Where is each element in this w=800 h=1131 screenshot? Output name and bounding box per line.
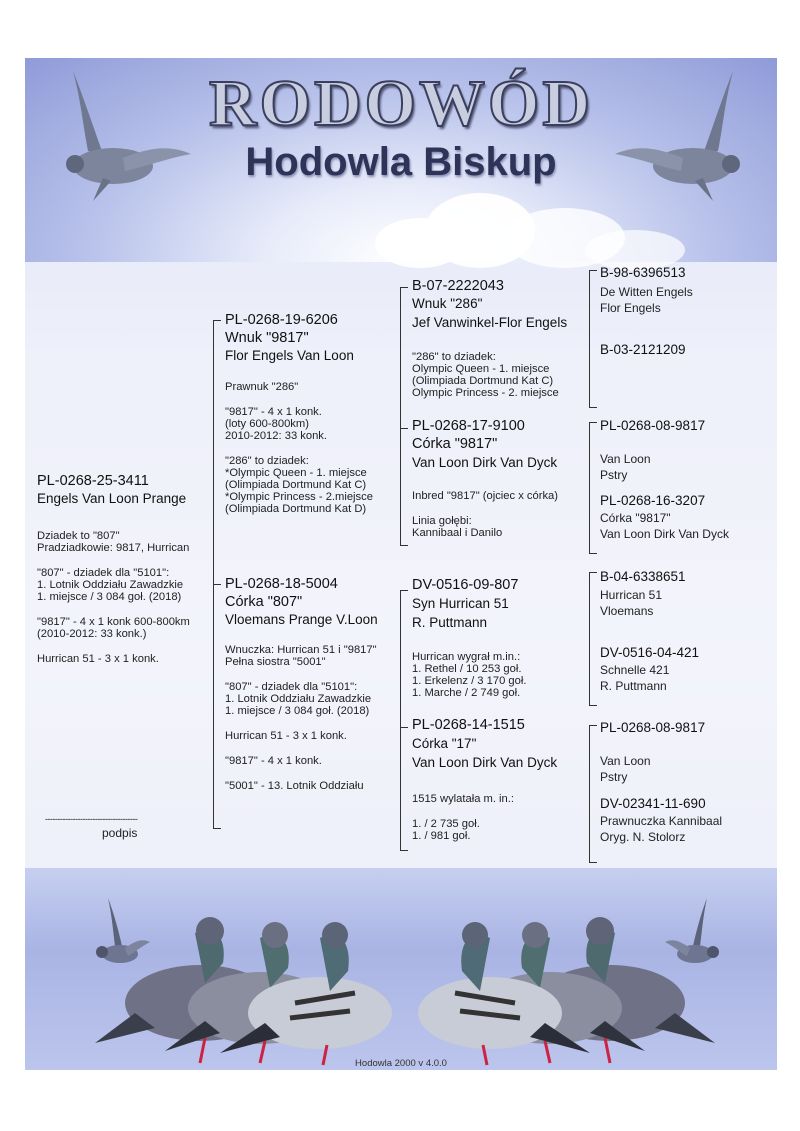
note-line <box>225 668 377 681</box>
note-line: 2010-2012: 33 konk. <box>225 430 328 442</box>
note-line: "9817" - 4 x 1 konk. <box>225 755 322 767</box>
footer-banner <box>25 868 777 1070</box>
mm-name: Córka "17" <box>412 736 477 751</box>
bracket-tick <box>589 553 597 554</box>
bracket-tick <box>589 422 597 423</box>
mother-notes <box>225 644 377 792</box>
father-strain: Flor Engels Van Loon <box>225 348 354 363</box>
note-line <box>412 502 558 515</box>
bracket-tick <box>400 727 408 728</box>
note-line <box>225 742 377 755</box>
flying-pigeon-left-icon <box>33 66 193 206</box>
fmf-line: Van Loon <box>600 452 651 466</box>
mf-notes <box>412 651 526 699</box>
father-name: Wnuk "9817" <box>225 330 309 346</box>
standing-pigeons-right-icon <box>415 893 715 1068</box>
note-line: (2010-2012: 33 konk.) <box>37 628 147 640</box>
ff-name: Wnuk "286" <box>412 296 483 311</box>
mmf-line: Pstry <box>600 770 628 784</box>
note-line: Linia gołębi: <box>412 515 472 527</box>
bracket-tick <box>213 320 221 321</box>
fmf-line: Pstry <box>600 468 628 482</box>
note-line: "807" - dziadek dla "5101": <box>225 681 358 693</box>
note-line: (Olimpiada Dortmund Kat D) <box>225 503 367 515</box>
note-line: 1. Lotnik Oddziału Zawadzkie <box>225 693 372 705</box>
note-line: 1. miejsce / 3 084 goł. (2018) <box>37 591 182 603</box>
note-line: Hurrican wygrał m.in.: <box>412 651 521 663</box>
mm-ring-number: PL-0268-14-1515 <box>412 717 525 733</box>
note-line: (Olimpiada Dortmund Kat C) <box>225 479 367 491</box>
mother-name: Córka "807" <box>225 594 303 610</box>
fmm-line: Córka "9817" <box>600 511 671 525</box>
mmf-line: Van Loon <box>600 754 651 768</box>
note-line: (loty 600-800km) <box>225 418 309 430</box>
fff-line: Flor Engels <box>600 301 661 315</box>
note-line: Dziadek to "807" <box>37 530 120 542</box>
note-line: Hurrican 51 - 3 x 1 konk. <box>225 730 347 742</box>
note-line: 1. Lotnik Oddziału Zawadzkie <box>37 579 184 591</box>
ff-ring-number: B-07-2222043 <box>412 278 504 294</box>
bracket-tick <box>400 428 408 429</box>
note-line: 1. Erkelenz / 3 170 goł. <box>412 675 527 687</box>
fmm-line: Van Loon Dirk Van Dyck <box>600 527 729 541</box>
mf-ring-number: DV-0516-09-807 <box>412 577 519 593</box>
note-line: "286" to dziadek: <box>412 351 496 363</box>
mmm-line: Oryg. N. Stolorz <box>600 830 686 844</box>
bracket-gen2-father <box>400 287 401 545</box>
pedigree-title: RODOWÓD <box>209 67 593 140</box>
bracket-tick <box>400 850 408 851</box>
note-line <box>37 554 190 567</box>
note-line: Olympic Princess - 2. miejsce <box>412 387 559 399</box>
mff-line: Hurrican 51 <box>600 588 663 602</box>
note-line <box>225 393 373 406</box>
father-ring-number: PL-0268-19-6206 <box>225 312 338 328</box>
bracket-tick <box>589 270 597 271</box>
note-line: Prawnuk "286" <box>225 381 299 393</box>
root-name: Engels Van Loon Prange <box>37 491 187 506</box>
note-line: 1. Rethel / 10 253 goł. <box>412 663 522 675</box>
bracket-gen3-ff <box>589 270 590 408</box>
fmf-ring-number: PL-0268-08-9817 <box>600 418 706 433</box>
note-line: Olympic Queen - 1. miejsce <box>412 363 550 375</box>
bracket-tick <box>400 287 408 288</box>
header-banner <box>25 58 777 262</box>
note-line <box>225 767 377 780</box>
mf-name: Syn Hurrican 51 <box>412 596 509 611</box>
note-line: "5001" - 13. Lotnik Oddziału <box>225 780 364 792</box>
bracket-gen3-mf <box>589 572 590 706</box>
fm-ring-number: PL-0268-17-9100 <box>412 418 525 434</box>
mother-strain: Vloemans Prange V.Loon <box>225 612 378 627</box>
mmf-ring-number: PL-0268-08-9817 <box>600 720 706 735</box>
bracket-gen1 <box>213 320 214 829</box>
mmm-line: Prawnuczka Kannibaal <box>600 814 723 828</box>
note-line: *Olympic Princess - 2.miejsce <box>225 491 373 503</box>
bracket-tick <box>589 725 597 726</box>
mother-ring-number: PL-0268-18-5004 <box>225 576 338 592</box>
cloud <box>585 230 685 270</box>
ff-strain: Jef Vanwinkel-Flor Engels <box>412 315 568 330</box>
fff-line: De Witten Engels <box>600 285 693 299</box>
note-line: Wnuczka: Hurrican 51 i "9817" <box>225 644 377 656</box>
fmm-ring-number: PL-0268-16-3207 <box>600 493 706 508</box>
ffm-ring-number: B-03-2121209 <box>600 342 686 357</box>
signature-line: ------------------------------------- <box>45 814 138 824</box>
signature-label: podpis <box>102 826 138 840</box>
note-line: 1. miejsce / 3 084 goł. (2018) <box>225 705 370 717</box>
bracket-gen2-mother <box>400 590 401 850</box>
bracket-tick <box>589 407 597 408</box>
mm-notes <box>412 793 514 842</box>
note-line: "286" to dziadek: <box>225 455 309 467</box>
note-line: Hurrican 51 - 3 x 1 konk. <box>37 653 159 665</box>
mfm-line: R. Puttmann <box>600 679 667 693</box>
root-notes <box>37 530 190 665</box>
breeder-name: Hodowla Biskup <box>245 140 557 184</box>
software-version: Hodowla 2000 v 4.0.0 <box>355 1058 447 1069</box>
flying-pigeon-right-icon <box>613 66 773 206</box>
note-line <box>412 805 514 818</box>
mfm-line: Schnelle 421 <box>600 663 670 677</box>
root-ring-number: PL-0268-25-3411 <box>37 473 149 489</box>
standing-pigeons-left-icon <box>95 893 395 1068</box>
note-line: Inbred "9817" (ojciec x córka) <box>412 490 558 502</box>
note-line: Pełna siostra "5001" <box>225 656 326 668</box>
father-notes <box>225 381 373 515</box>
note-line: 1. / 2 735 goł. <box>412 818 480 830</box>
mff-ring-number: B-04-6338651 <box>600 569 686 584</box>
note-line: Kannibaal i Danilo <box>412 527 503 539</box>
fm-notes <box>412 490 558 539</box>
mmm-ring-number: DV-02341-11-690 <box>600 796 706 811</box>
ff-notes <box>412 351 559 399</box>
bracket-tick <box>589 572 597 573</box>
note-line: "9817" - 4 x 1 konk 600-800km <box>37 616 190 628</box>
mff-line: Vloemans <box>600 604 654 618</box>
note-line <box>225 442 373 455</box>
note-line: (Olimpiada Dortmund Kat C) <box>412 375 554 387</box>
note-line: Pradziadkowie: 9817, Hurrican <box>37 542 190 554</box>
note-line <box>225 717 377 730</box>
bracket-tick <box>213 584 221 585</box>
bracket-tick <box>589 862 597 863</box>
note-line: 1. / 981 goł. <box>412 830 471 842</box>
bracket-tick <box>400 590 408 591</box>
note-line: "807" - dziadek dla "5101": <box>37 567 170 579</box>
bracket-gen3-mm <box>589 725 590 863</box>
note-line: 1. Marche / 2 749 goł. <box>412 687 521 699</box>
mf-strain: R. Puttmann <box>412 615 488 630</box>
bracket-tick <box>589 705 597 706</box>
fm-strain: Van Loon Dirk Van Dyck <box>412 455 558 470</box>
fm-name: Córka "9817" <box>412 436 498 452</box>
note-line: *Olympic Queen - 1. miejsce <box>225 467 367 479</box>
note-line <box>37 640 190 653</box>
bracket-tick <box>400 545 408 546</box>
mfm-ring-number: DV-0516-04-421 <box>600 645 700 660</box>
bracket-gen3-fm <box>589 422 590 554</box>
bracket-tick <box>213 828 221 829</box>
note-line: 1515 wylatała m. in.: <box>412 793 514 805</box>
note-line: "9817" - 4 x 1 konk. <box>225 406 322 418</box>
fff-ring-number: B-98-6396513 <box>600 265 686 280</box>
mm-strain: Van Loon Dirk Van Dyck <box>412 755 558 770</box>
note-line <box>37 603 190 616</box>
